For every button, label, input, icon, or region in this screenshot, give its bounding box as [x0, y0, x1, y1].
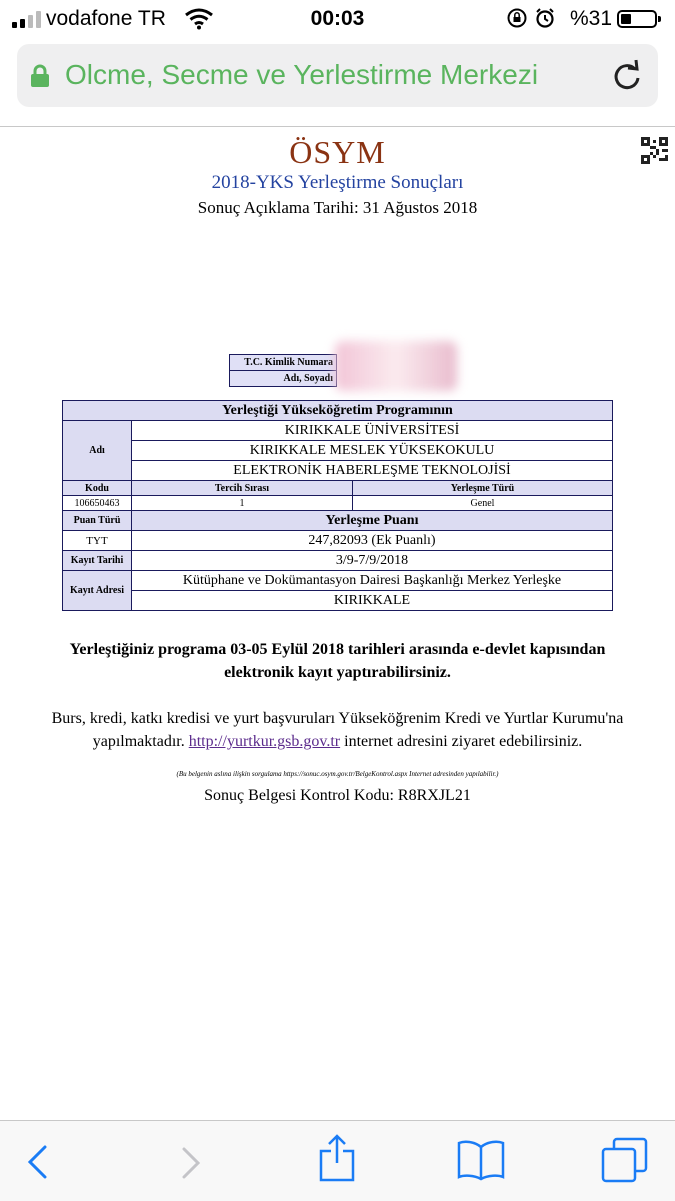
- tc-number-label: T.C. Kimlik Numara: [230, 355, 337, 371]
- chevron-right-icon[interactable]: [180, 1147, 202, 1179]
- university-name: KIRIKKALE ÜNİVERSİTESİ: [132, 421, 613, 441]
- chevron-left-icon[interactable]: [26, 1145, 50, 1179]
- info-line: Burs, kredi, katkı kredisi ve yurt başvuruları Yükseköğrenim Kredi ve Yurtlar Kurumu'na: [51, 710, 624, 727]
- kodu-label: Kodu: [63, 481, 132, 496]
- tercih-label: Tercih Sırası: [132, 481, 353, 496]
- kayit-tarihi-value: 3/9-7/9/2018: [132, 551, 613, 571]
- kayit-adresi-label: Kayıt Adresi: [63, 571, 132, 611]
- yerlesme-turu-value: Genel: [353, 496, 613, 511]
- control-code: Sonuç Belgesi Kontrol Kodu: R8RXJL21: [204, 787, 471, 804]
- tercih-value: 1: [132, 496, 353, 511]
- address-bar[interactable]: [17, 44, 658, 107]
- verification-note: (Bu belgenin aslına ilişkin sorgulama https://sonuc.osym.gov.tr/BelgeKontrol.aspx Internet adresinden yapılabilir.): [176, 770, 499, 778]
- kayit-tarihi-label: Kayıt Tarihi: [63, 551, 132, 571]
- book-icon[interactable]: [456, 1139, 506, 1181]
- rotation-lock-icon: [506, 7, 528, 29]
- scholarship-info: [10, 707, 665, 753]
- yerlesme-puani-value: 247,82093 (Ek Puanlı): [132, 531, 613, 551]
- adi-label: Adı: [63, 421, 132, 481]
- info-text: internet adresini ziyaret edebilirsiniz.: [340, 733, 583, 750]
- alarm-icon: [534, 7, 556, 29]
- battery-percentage: %31: [570, 7, 613, 30]
- qr-code-icon: [641, 137, 668, 164]
- document-subtitle: 2018-YKS Yerleştirme Sonuçları: [211, 172, 464, 193]
- identity-table: [229, 354, 337, 387]
- program-table: [62, 400, 613, 611]
- osym-header: ÖSYM: [289, 134, 386, 170]
- program-header: Yerleştiği Yükseköğretim Programının: [63, 401, 613, 421]
- kodu-value: 106650463: [63, 496, 132, 511]
- kayit-adresi-line1: Kütüphane ve Dokümantasyon Dairesi Başkanlığı Merkez Yerleşke: [132, 571, 613, 591]
- announcement-date: Sonuç Açıklama Tarihi: 31 Ağustos 2018: [197, 198, 478, 217]
- notice-line: Yerleştiğiniz programa 03-05 Eylül 2018 tarihleri arasında e-devlet kapısından: [69, 641, 606, 658]
- puan-turu-label: Puan Türü: [63, 511, 132, 531]
- yerlesme-puani-label: Yerleşme Puanı: [132, 511, 613, 531]
- browser-toolbar: [0, 1120, 675, 1201]
- share-icon[interactable]: [318, 1133, 356, 1183]
- kayit-adresi-line2: KIRIKKALE: [132, 591, 613, 611]
- registration-notice: [20, 638, 655, 684]
- carrier-name: vodafone TR: [46, 7, 166, 30]
- info-line: [10, 730, 665, 753]
- url-text[interactable]: Olcme, Secme ve Yerlestirme Merkezi: [65, 59, 539, 90]
- yerlesme-turu-label: Yerleşme Türü: [353, 481, 613, 496]
- clock: 00:03: [310, 7, 365, 30]
- department-name: ELEKTRONİK HABERLEŞME TEKNOLOJİSİ: [132, 461, 613, 481]
- lock-icon: [29, 64, 51, 88]
- battery-icon: [617, 10, 657, 28]
- status-bar: [0, 0, 675, 40]
- name-label: Adı, Soyadı: [230, 371, 337, 387]
- reload-icon[interactable]: [611, 59, 643, 93]
- yurtkur-link[interactable]: http://yurtkur.gsb.gov.tr: [188, 733, 341, 750]
- tabs-icon[interactable]: [600, 1137, 650, 1183]
- school-name: KIRIKKALE MESLEK YÜKSEKOKULU: [132, 441, 613, 461]
- info-text: yapılmaktadır.: [92, 733, 189, 750]
- battery-level: [621, 14, 631, 24]
- notice-line: elektronik kayıt yaptırabilirsiniz.: [224, 664, 451, 681]
- redacted-identity: [335, 341, 457, 391]
- puan-turu-value: TYT: [63, 531, 132, 551]
